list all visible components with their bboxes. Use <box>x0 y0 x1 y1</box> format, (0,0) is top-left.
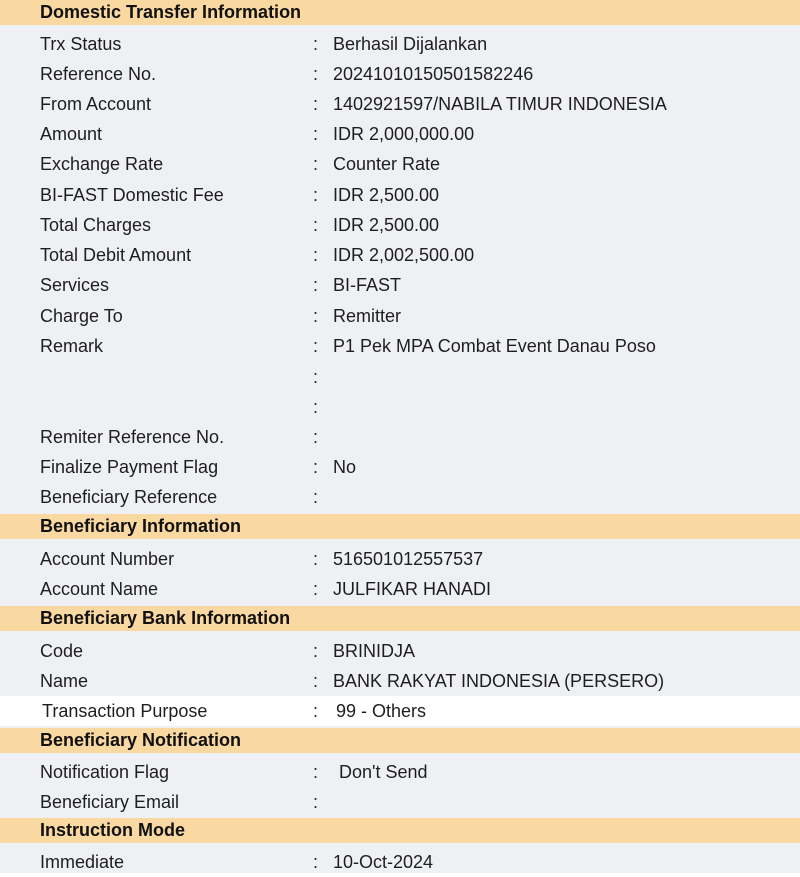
field-label: Account Name <box>40 579 159 599</box>
field-separator: : <box>313 34 319 54</box>
field-separator: : <box>313 671 319 691</box>
row-account-number <box>0 544 800 574</box>
field-value: No <box>333 457 357 477</box>
field-separator: : <box>313 367 319 387</box>
field-label: Total Charges <box>40 215 152 235</box>
field-separator: : <box>313 457 319 477</box>
field-separator: : <box>313 154 319 174</box>
row-from-account <box>0 89 800 119</box>
row-bifast-domestic-fee <box>0 180 800 210</box>
row-trx-status <box>0 29 800 59</box>
field-value: 20241010150501582246 <box>333 64 534 84</box>
section-header-domestic-transfer: Domestic Transfer Information <box>0 0 800 25</box>
field-value: Don't Send <box>339 762 428 782</box>
field-separator: : <box>313 701 319 721</box>
row-remark-continued-2 <box>0 392 800 422</box>
field-label: Beneficiary Email <box>40 792 180 812</box>
field-value: IDR 2,500.00 <box>333 215 440 235</box>
field-separator: : <box>313 792 319 812</box>
row-exchange-rate <box>0 149 800 179</box>
field-label: Remiter Reference No. <box>40 427 225 447</box>
field-label: Account Number <box>40 549 175 569</box>
field-separator: : <box>313 487 319 507</box>
row-charge-to <box>0 301 800 331</box>
section-header-instruction-mode: Instruction Mode <box>0 818 800 843</box>
field-value: IDR 2,500.00 <box>333 185 440 205</box>
field-label: Exchange Rate <box>40 154 164 174</box>
field-value: 10-Oct-2024 <box>333 852 434 872</box>
field-label: BI-FAST Domestic Fee <box>40 185 224 205</box>
row-finalize-payment-flag <box>0 452 800 482</box>
field-label: Name <box>40 671 89 691</box>
row-remark-continued-1 <box>0 362 800 392</box>
row-remark <box>0 331 800 361</box>
section-header-beneficiary-notification: Beneficiary Notification <box>0 728 800 753</box>
field-value: 516501012557537 <box>333 549 484 569</box>
field-separator: : <box>313 275 319 295</box>
field-label: Beneficiary Reference <box>40 487 218 507</box>
row-amount <box>0 119 800 149</box>
field-label: Immediate <box>40 852 125 872</box>
field-separator: : <box>313 215 319 235</box>
field-separator: : <box>313 579 319 599</box>
section-header-beneficiary-bank-information: Beneficiary Bank Information <box>0 606 800 631</box>
field-label: Notification Flag <box>40 762 170 782</box>
field-value: BI-FAST <box>333 275 402 295</box>
field-separator: : <box>313 397 319 417</box>
row-remitter-reference-no <box>0 422 800 452</box>
field-value: P1 Pek MPA Combat Event Danau Poso <box>333 336 656 356</box>
row-total-charges <box>0 210 800 240</box>
field-separator: : <box>313 245 319 265</box>
field-label: Reference No. <box>40 64 157 84</box>
field-separator: : <box>313 306 319 326</box>
field-value: BRINIDJA <box>333 641 416 661</box>
field-separator: : <box>313 185 319 205</box>
field-label: Amount <box>40 124 103 144</box>
field-separator: : <box>313 762 319 782</box>
row-beneficiary-reference <box>0 482 800 512</box>
row-transaction-purpose <box>0 696 800 726</box>
field-separator: : <box>313 549 319 569</box>
field-label: Transaction Purpose <box>42 701 208 721</box>
field-label: Total Debit Amount <box>40 245 192 265</box>
field-value: IDR 2,002,500.00 <box>333 245 475 265</box>
section-header-beneficiary-information: Beneficiary Information <box>0 514 800 539</box>
field-separator: : <box>313 94 319 114</box>
field-separator: : <box>313 852 319 872</box>
field-value: 99 - Others <box>336 701 427 721</box>
field-separator: : <box>313 64 319 84</box>
field-separator: : <box>313 124 319 144</box>
row-notification-flag <box>0 757 800 787</box>
field-label: Code <box>40 641 84 661</box>
field-label: Remark <box>40 336 104 356</box>
field-label: Trx Status <box>40 34 122 54</box>
field-value: Remitter <box>333 306 402 326</box>
field-separator: : <box>313 336 319 356</box>
field-value: IDR 2,000,000.00 <box>333 124 475 144</box>
field-label: Charge To <box>40 306 123 326</box>
field-value: Berhasil Dijalankan <box>333 34 488 54</box>
field-label: Finalize Payment Flag <box>40 457 219 477</box>
field-separator: : <box>313 641 319 661</box>
field-value: BANK RAKYAT INDONESIA (PERSERO) <box>333 671 665 691</box>
field-value: Counter Rate <box>333 154 441 174</box>
row-beneficiary-email <box>0 787 800 817</box>
field-value: JULFIKAR HANADI <box>333 579 492 599</box>
row-bank-name <box>0 666 800 696</box>
row-bank-code <box>0 636 800 666</box>
row-total-debit-amount <box>0 240 800 270</box>
field-label: Services <box>40 275 110 295</box>
field-separator: : <box>313 427 319 447</box>
row-reference-no <box>0 59 800 89</box>
field-label: From Account <box>40 94 152 114</box>
row-services <box>0 270 800 300</box>
field-value: 1402921597/NABILA TIMUR INDONESIA <box>333 94 667 114</box>
row-account-name <box>0 574 800 604</box>
